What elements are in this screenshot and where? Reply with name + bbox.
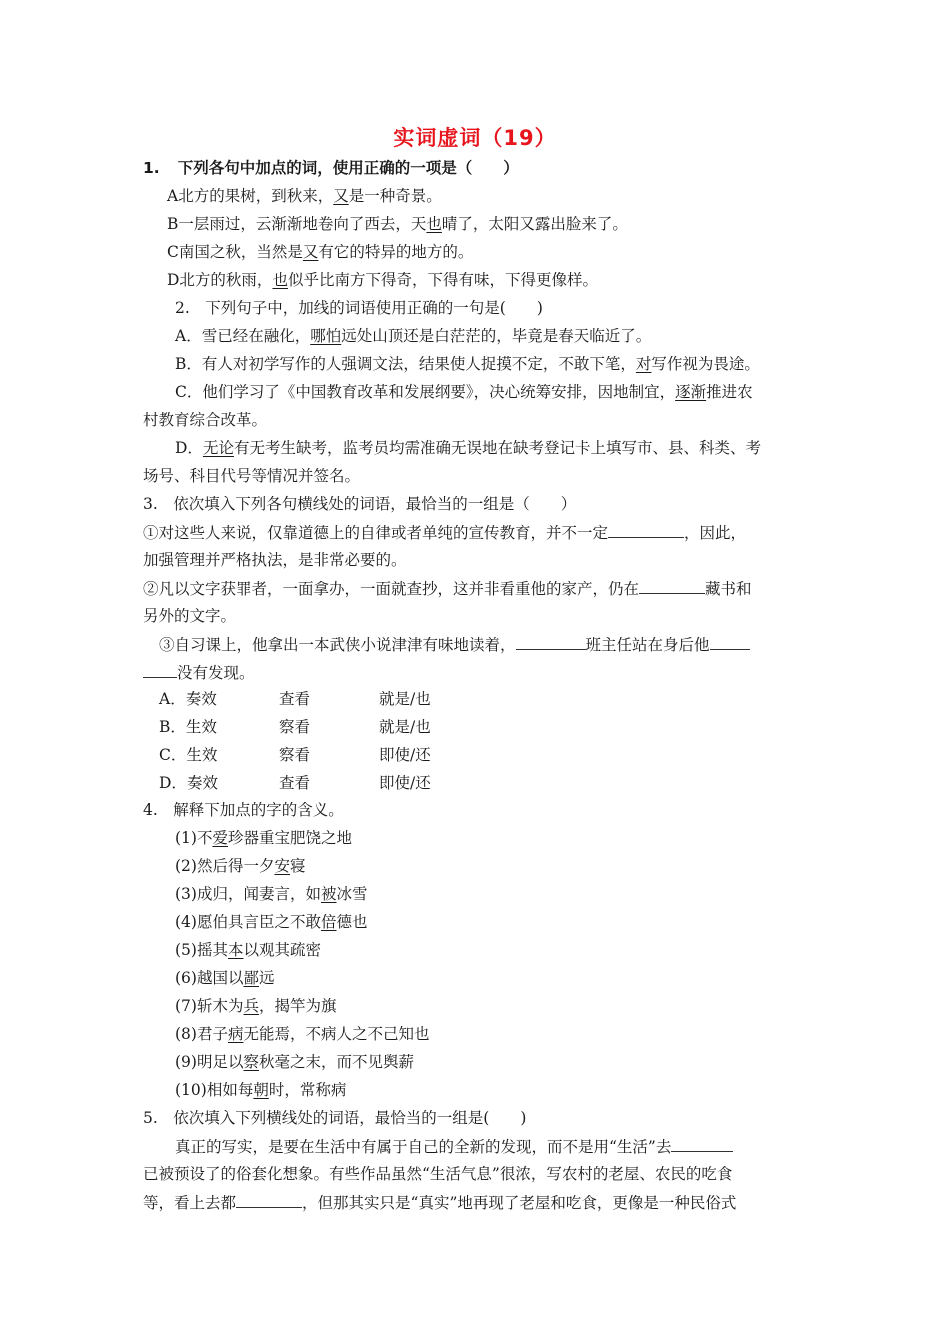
fill-blank xyxy=(710,634,750,650)
q2-option-d: D．无论有无考生缺考，监考员均需准确无误地在缺考登记卡上填写市、县、科类、考 xyxy=(175,439,761,457)
q3-sentence-1: ①对这些人来说，仅靠道德上的自律或者单纯的宣传教育，并不一定 ，因此， xyxy=(143,524,747,542)
q2-option-b: B．有人对初学写作的人强调文法，结果使人捉摸不定，不敢下笔，对写作视为畏途。 xyxy=(175,355,760,373)
q5-paragraph-line-2: 已被预设了的俗套化想象。有些作品虽然“生活气息”很浓，写农村的老屋、农民的吃食 xyxy=(143,1165,733,1183)
q4-item: (6)越国以鄙远 xyxy=(175,969,275,987)
marked-word: 逐渐 xyxy=(675,383,707,401)
q5-paragraph-line-3: 等，看上去都 ，但那其实只是“真实”地再现了老屋和吃食，更像是一种民俗式 xyxy=(143,1194,737,1212)
fill-blank xyxy=(143,662,177,678)
q4-item: (9)明足以察秋毫之末，而不见舆薪 xyxy=(175,1053,414,1071)
q4-item: (3)成归，闻妻言，如被冰雪 xyxy=(175,885,368,903)
marked-word: 又 xyxy=(333,187,349,205)
fill-blank xyxy=(236,1192,302,1208)
q2-stem: 2. 下列句子中，加线的词语使用正确的一句是( ) xyxy=(175,299,543,317)
q1-option-b: B一层雨过，云渐渐地卷向了西去，天也晴了，太阳又露出脸来了。 xyxy=(167,215,628,233)
marked-word: 被 xyxy=(320,885,337,903)
marked-word: 对 xyxy=(635,355,652,373)
fill-blank xyxy=(639,578,705,594)
document-page: 实词虚词（19） 1. 下列各句中加点的词，使用正确的一项是（ ） A北方的果树，到秋来，又是一种奇景。 B一层雨过，云渐渐地卷向了西去，天也晴了，太阳又露出脸来了。 C南国之秋，当然是又有它的特异的地方的。 D北方的秋雨，也似乎比南方下得奇，下得有味，下得更像样。 2. 下列句子中，加线的词语使用正确的一句是( ) A．雪已经在融化，哪怕远处山顶还是白茫茫的，毕竟是春天临近了。 B．有人对初学写作的人强调文法，结果使人捉摸不定，不敢下笔，对写作视为畏途。 C．他们学习了《中国教育改革和发展纲要》，决心统筹安排，因地制宜，逐渐推进农 村教育综合改革。 D．无论有无考生缺考，监考员均需准确无误地在缺考登记卡上填写市、县、科类、考 场号、科目代号等情况并签名。 3. 依次填入下列各句横线处的词语，最恰当的一组是（ ） ①对这些人来说，仅靠道德上的自律或者单纯的宣传教育，并不一定 ，因此， 加强管理并严格执法，是非常必要的。 ②凡以文字获罪者，一面拿办，一面就查抄，这并非看重他的家产，仍在 藏书和 另外的文字。 ③自习课上，他拿出一本武侠小说津津有味地读着， 班主任站在身后他 没有发现。 A．奏效 查看 就是/也 B．生效 察看 就是/也 C．生效 察看 即使/还 D．奏效 查看 即使/还 4. 解释下加点的字的含义。 (1)不爱珍器重宝肥饶之地 (2)然后得一夕安寝 (3)成归，闻妻言，如被冰雪 (4)愿伯具言臣之不敢倍德也 (5)摇其本以观其疏密 (6)越国以鄙远 (7)斩木为兵，揭竿为旗 (8)君子病无能焉，不病人之不己知也 (9)明足以察秋毫之末，而不见舆薪 (10)相如每朝时，常称病 5. 依次填入下列横线处的词语，最恰当的一组是( ) 真正的写实，是要在生活中有属于自己的全新的发现，而不是用“生活”去 已被预设了的俗套化想象。有些作品虽然“生活气息”很浓，写农村的老屋、农民的吃食 等，看上去都 ，但那其实只是“真实”地再现了老屋和吃食，更像是一种民俗式 xyxy=(0,0,950,1344)
q3-sentence-1-cont: 加强管理并严格执法，是非常必要的。 xyxy=(143,551,407,569)
q3-sentence-2: ②凡以文字获罪者，一面拿办，一面就查抄，这并非看重他的家产，仍在 藏书和 xyxy=(143,580,752,598)
marked-word: 兵 xyxy=(243,997,259,1015)
marked-word: 也 xyxy=(426,215,442,233)
q2-option-c: C．他们学习了《中国教育改革和发展纲要》，决心统筹安排，因地制宜，逐渐推进农 xyxy=(175,383,753,401)
q3-stem: 3. 依次填入下列各句横线处的词语，最恰当的一组是（ ） xyxy=(143,495,577,513)
q4-item: (10)相如每朝时，常称病 xyxy=(175,1081,347,1099)
fill-blank xyxy=(608,522,684,538)
fill-blank xyxy=(671,1136,733,1152)
marked-word: 鄙 xyxy=(243,969,259,987)
q2-option-a: A．雪已经在融化，哪怕远处山顶还是白茫茫的，毕竟是春天临近了。 xyxy=(175,327,652,345)
fill-blank xyxy=(516,634,586,650)
page-title: 实词虚词（19） xyxy=(393,126,557,150)
q1-stem-text: 下列各句中加点的词，使用正确的一项是（ ） xyxy=(177,159,519,177)
marked-word: 安 xyxy=(274,857,290,875)
marked-word: 倍 xyxy=(320,913,337,931)
q1-number: 1. xyxy=(143,159,160,177)
q3-sentence-2-cont: 另外的文字。 xyxy=(143,607,237,625)
q5-stem: 5. 依次填入下列横线处的词语，最恰当的一组是( ) xyxy=(143,1109,527,1127)
q5-paragraph-line-1: 真正的写实，是要在生活中有属于自己的全新的发现，而不是用“生活”去 xyxy=(175,1136,733,1157)
marked-word: 本 xyxy=(227,941,244,959)
q1-stem xyxy=(143,158,519,178)
marked-word: 哪怕 xyxy=(310,327,342,345)
q4-stem: 4. 解释下加点的字的含义。 xyxy=(143,801,344,819)
q4-item: (4)愿伯具言臣之不敢倍德也 xyxy=(175,913,368,931)
marked-word: 病 xyxy=(227,1025,244,1043)
q4-item: (7)斩木为兵，揭竿为旗 xyxy=(175,997,337,1015)
q4-item: (2)然后得一夕安寝 xyxy=(175,857,306,875)
marked-word: 爱 xyxy=(212,829,228,847)
marked-word: 无论 xyxy=(202,439,234,457)
q1-option-d: D北方的秋雨，也似乎比南方下得奇，下得有味，下得更像样。 xyxy=(167,271,598,289)
marked-word: 又 xyxy=(302,243,319,261)
q3-sentence-3: ③自习课上，他拿出一本武侠小说津津有味地读着， 班主任站在身后他 xyxy=(159,634,750,655)
marked-word: 朝 xyxy=(253,1081,269,1099)
q1-option-a: A北方的果树，到秋来，又是一种奇景。 xyxy=(167,187,442,205)
q2-option-d-cont: 场号、科目代号等情况并签名。 xyxy=(143,467,361,485)
q4-item: (1)不爱珍器重宝肥饶之地 xyxy=(175,829,352,847)
q2-option-c-cont: 村教育综合改革。 xyxy=(143,411,268,429)
marked-word: 察 xyxy=(243,1053,259,1071)
q4-item: (8)君子病无能焉，不病人之不己知也 xyxy=(175,1025,430,1043)
q1-option-c: C南国之秋，当然是又有它的特异的地方的。 xyxy=(167,243,474,261)
q3-sentence-3-cont: 没有发现。 xyxy=(143,662,255,683)
q4-item: (5)摇其本以观其疏密 xyxy=(175,941,321,959)
marked-word: 也 xyxy=(272,271,288,289)
